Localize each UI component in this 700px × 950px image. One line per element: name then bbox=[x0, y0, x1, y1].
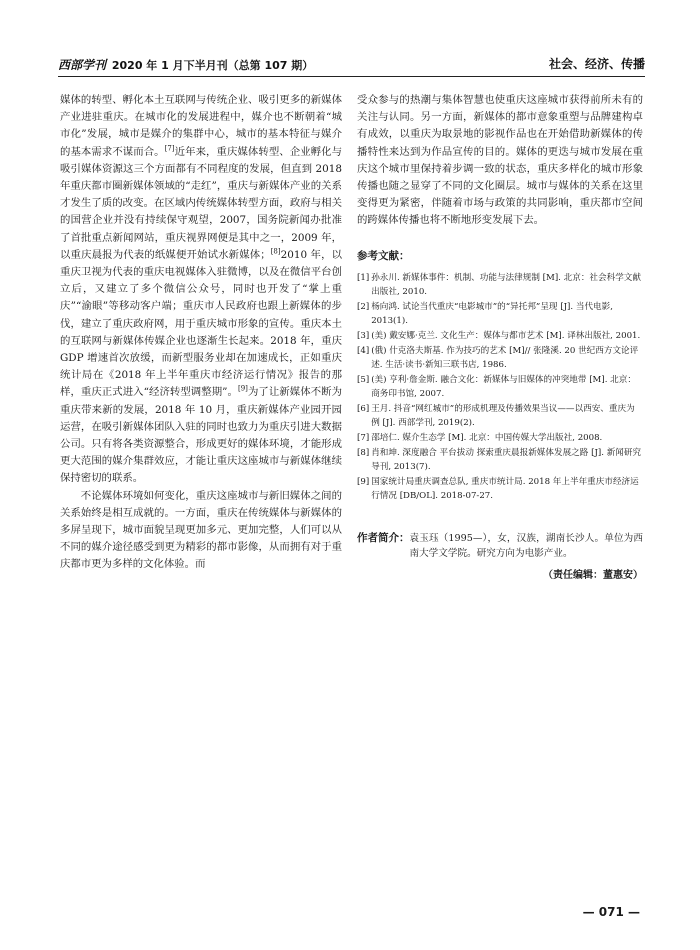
right-column bbox=[357, 92, 643, 584]
reference-item: [4] (俄) 什克洛夫斯基. 作为技巧的艺术 [M]// 张隆溪. 20 世纪西方文论评述. 生活·读书·新知三联书店, 1986. bbox=[357, 345, 639, 370]
body-paragraph: 媒体的转型、孵化本土互联网与传统企业、吸引更多的新媒体产业进驻重庆。在城市化的发展进程中，媒介也不断朝着“城市化”发展，城市是媒介的集群中心，城市的基本特征与媒介的基本需求不谋而合。[7]近年来，重庆媒体转型、企业孵化与吸引媒体资源这三个方面都有不同程度的发展，但直到 2018 年重庆都市圈新媒体领域的“走红”，重庆与新媒体产业的关系才发生了质的改变。在区域内传统媒体转型方面，政府与相关的国营企业并没有持续保守观望，2007，国务院新闻办批准了首批重点新闻网站，重庆视界网便是其中之一，2009 年，以重庆晨报为代表的纸媒便开始试水新媒体；[8]2010 年，以重庆卫视为代表的重庆电视媒体入驻微博，以及在微信平台创立后，又建立了多个微信公众号，同时也开发了“掌上重庆”“渝眼”等移动客户端；重庆市人民政府也跟上新媒体的步伐，建立了重庆政府网，用于重庆城市形象的宣传。重庆本土的互联网与新媒体传媒企业也逐渐生长起来。2018 年，重庆 GDP 增速首次放缓，而新型服务业却在加速成长，正如重庆统计局在《2018 年上半年重庆市经济运行情况》报告的那样，重庆正式进入“经济转型调整期”。[9]为了让新媒体不断为重庆带来新的发展，2018 年 10 月，重庆新媒体产业园开园运营，在吸引新媒体团队入驻的同时也致力为重庆引进大数据公司。只有将各类资源整合，形成更好的媒体环境，才能形成更大范围的媒介集群效应，才能让重庆这座城市与新媒体继续保持密切的联系。 bbox=[60, 94, 343, 485]
journal-logo: 西部学刊 bbox=[58, 58, 107, 72]
body-paragraph: 受众参与的热潮与集体智慧也使重庆这座城市获得前所未有的关注与认同。另一方面，新媒体的都市意象重塑与品牌建构卓有成效，以重庆为取景地的影视作品也在开始借助新媒体的传播特性来达到为作品宣传的目的。媒体的更迭与城市发展在重庆这个城市里保持着步调一致的状态，重庆多样化的城市形象传播也随之显穿了不同的文化圈层。城市与媒体的关系在这里变得更为紧密，伴随着市场与政策的共同影响，重庆都市空间的跨媒体传播也将不断地形变发展下去。 bbox=[357, 94, 643, 227]
reference-item: [9] 国家统计局重庆调查总队, 重庆市统计局. 2018 年上半年重庆市经济运行情况 [DB/OL]. 2018-07-27. bbox=[357, 476, 639, 501]
reference-item: [1] 孙永川. 新媒体事件：机制、功能与法律规制 [M]. 北京：社会科学文献出版社, 2010. bbox=[357, 272, 641, 297]
author-label: 作者简介： bbox=[357, 531, 410, 544]
left-column bbox=[60, 92, 342, 574]
running-header bbox=[58, 54, 645, 77]
citation: [9] bbox=[238, 384, 248, 393]
reference-item: [7] 邵培仁. 媒介生态学 [M]. 北京：中国传媒大学出版社, 2008. bbox=[357, 432, 603, 443]
journal-issue bbox=[58, 56, 313, 73]
reference-item: [5] (美) 亨利·詹金斯. 融合文化：新媒体与旧媒体的冲突地带 [M]. 北京：商务印书馆, 2007. bbox=[357, 374, 636, 399]
author-text: 袁玉珏（1995—），女，汉族，湖南长沙人。单位为西南大学文学院。研究方向为电影产业。 bbox=[409, 532, 643, 559]
reference-item: [8] 肖和坤. 深度融合 平台拔动 探索重庆晨报新媒体发展之路 [J]. 新闻研究导刊, 2013(7). bbox=[357, 447, 642, 472]
editor-credit: （责任编辑：董惠安） bbox=[543, 569, 643, 581]
section-title: 社会、经济、传播 bbox=[548, 57, 645, 71]
citation: [8] bbox=[270, 247, 281, 256]
issue-info: 2020 年 1 月下半月刊（总第 107 期） bbox=[111, 59, 314, 72]
citation: [7] bbox=[164, 144, 175, 153]
body-paragraph: 不论媒体环境如何变化，重庆这座城市与新旧媒体之间的关系始终是相互成就的。一方面，重庆在传统媒体与新媒体的多屏呈现下，城市面貌呈现更加多元、更加完整，人们可以从不同的媒介途径感受到更为精彩的都市影像，从而拥有对于重庆都市更为多样的文化体验。而 bbox=[60, 489, 342, 571]
reference-item: [2] 杨向鸿. 试论当代重庆“电影城市”的“异托邦”呈现 [J]. 当代电影, 2013(1). bbox=[357, 301, 613, 326]
references-heading: 参考文献： bbox=[357, 249, 410, 262]
page-number: — 071 — bbox=[582, 905, 640, 919]
reference-item: [3] (美) 戴安娜·克兰. 文化生产：媒体与都市艺术 [M]. 译林出版社, 2001. bbox=[357, 330, 641, 341]
reference-list bbox=[357, 271, 643, 503]
reference-item: [6] 王月. 抖音“网红城市”的形成机理及传播效果当议——以西安、重庆为例 [J]. 西部学刊, 2019(2). bbox=[357, 403, 635, 428]
author-bio bbox=[357, 531, 643, 561]
